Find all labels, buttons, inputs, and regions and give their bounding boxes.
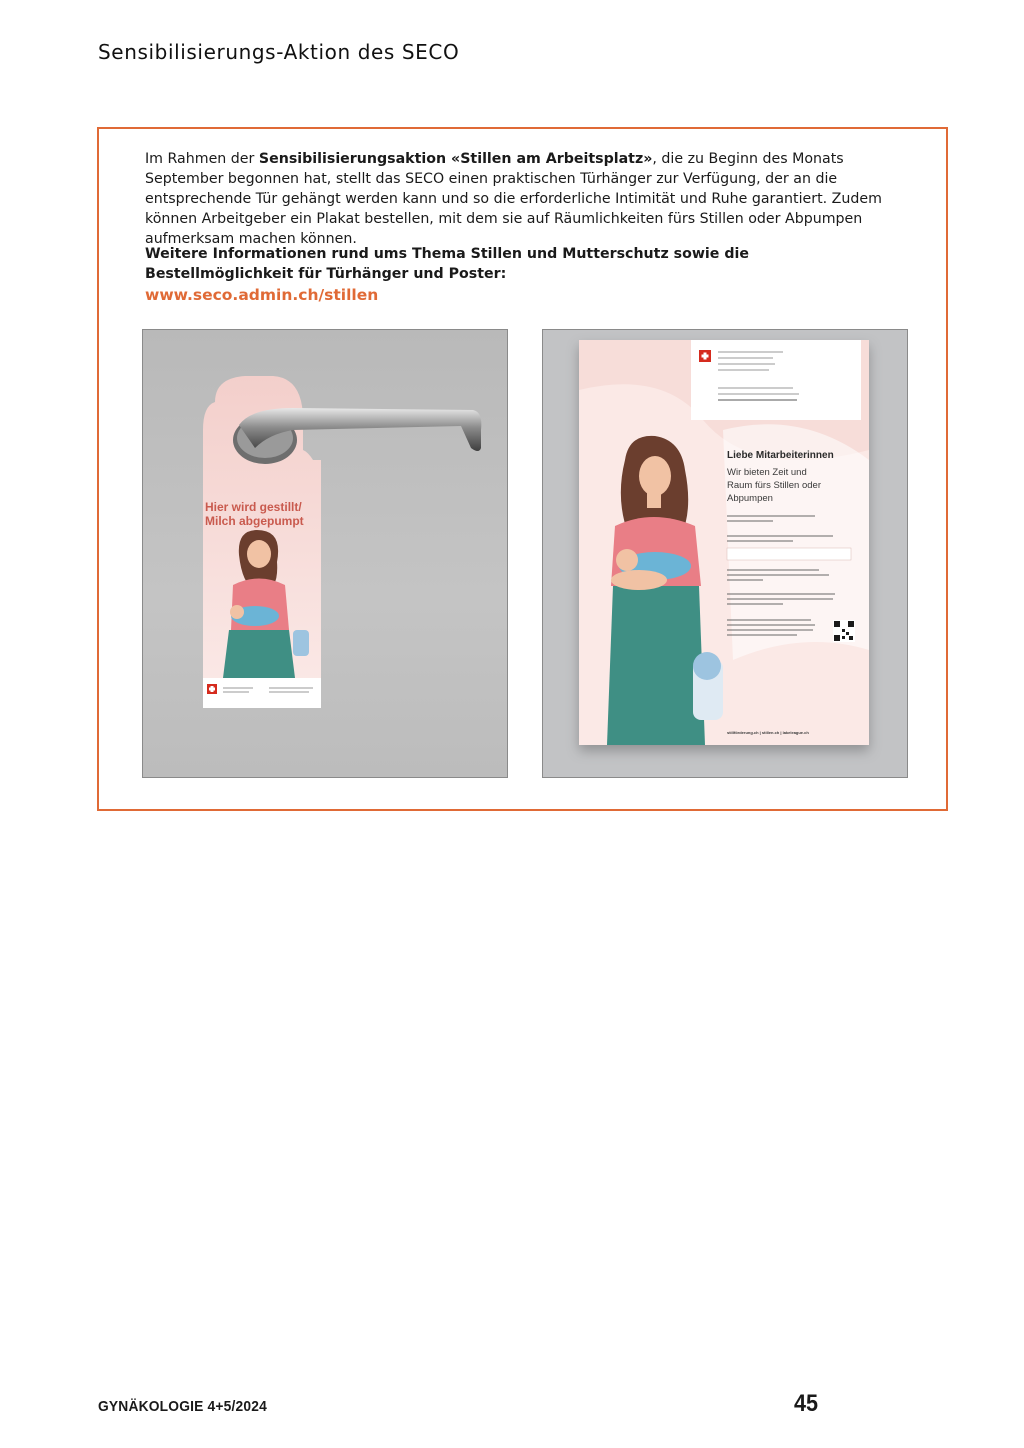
poster-sub-2: Raum fürs Stillen oder <box>727 480 821 491</box>
poster-sub-3: Abpumpen <box>727 493 773 504</box>
page-number: 45 <box>794 1390 819 1417</box>
info-box <box>97 127 948 811</box>
hanger-line-2: Milch abgepumpt <box>205 514 304 528</box>
poster-footer-link: stillförderung.ch | stillen.ch | lakeleague.ch <box>727 730 809 735</box>
hanger-line-1: Hier wird gestillt/ <box>205 500 302 514</box>
poster-photo <box>542 329 908 778</box>
journal-footer: GYNÄKOLOGIE 4+5/2024 <box>98 1398 267 1415</box>
intro-rest: , die zu Beginn des Monats September begonnen hat, stellt das SECO einen praktischen Türhänger zur Verfügung, der an die entsprechende Tür gehängt werden kann und so die erforderliche Intimität und Ruhe garantiert. Zudem können Arbeitgeber ein Plakat bestellen, mit dem sie auf Räumlichkeiten fürs Stillen oder Abpumpen aufmerksam machen können. <box>145 151 882 247</box>
poster-sub-1: Wir bieten Zeit und <box>727 467 807 478</box>
seco-link[interactable]: www.seco.admin.ch/stillen <box>145 286 379 304</box>
campaign-name: Sensibilisierungsaktion «Stillen am Arbeitsplatz» <box>258 151 653 167</box>
intro-prefix: Im Rahmen der <box>145 151 259 167</box>
door-hanger-photo <box>142 329 508 778</box>
poster-heading: Liebe Mitarbeiterinnen <box>727 450 834 461</box>
intro-paragraph <box>145 149 893 249</box>
more-info-heading: Weitere Informationen rund ums Thema Stillen und Mutterschutz sowie die Bestellmöglichkeit für Türhänger und Poster: <box>145 246 750 282</box>
page-header-title: Sensibilisierungs-Aktion des SECO <box>98 40 460 64</box>
